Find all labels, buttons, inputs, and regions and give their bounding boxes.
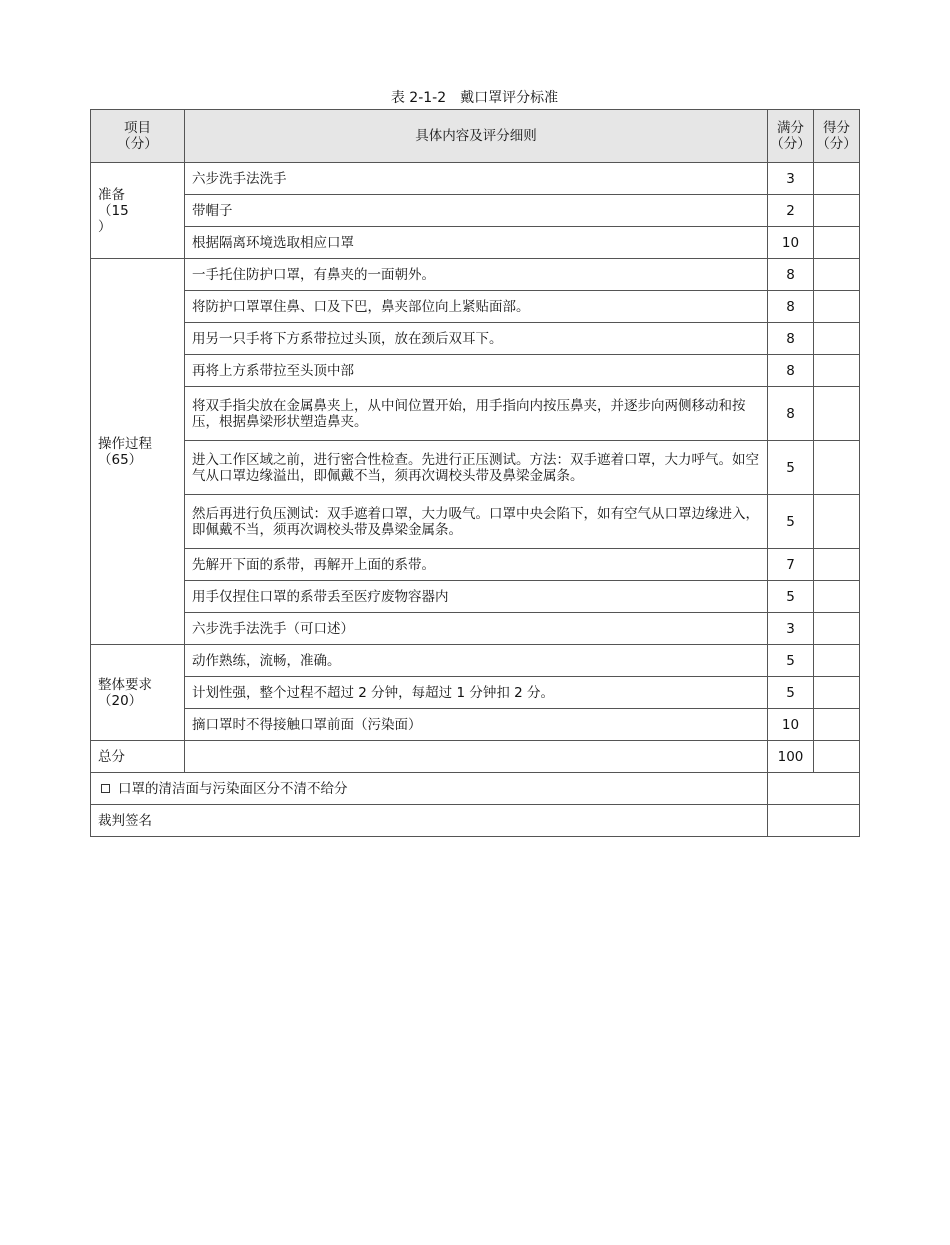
score-input-cell[interactable] xyxy=(814,581,860,613)
scoring-table xyxy=(90,109,860,837)
table-row xyxy=(91,355,860,387)
criterion-text: 动作熟练，流畅，准确。 xyxy=(185,645,768,677)
score-input-cell[interactable] xyxy=(814,227,860,259)
max-score: 2 xyxy=(768,195,814,227)
total-content-cell xyxy=(185,741,768,773)
max-score: 8 xyxy=(768,323,814,355)
table-row xyxy=(91,613,860,645)
section-name-preparation: 准备 （15 ） xyxy=(91,163,185,259)
score-input-cell[interactable] xyxy=(814,441,860,495)
table-row xyxy=(91,709,860,741)
score-input-cell[interactable] xyxy=(814,645,860,677)
criterion-text: 带帽子 xyxy=(185,195,768,227)
criterion-text: 将防护口罩罩住鼻、口及下巴，鼻夹部位向上紧贴面部。 xyxy=(185,291,768,323)
score-input-cell[interactable] xyxy=(814,259,860,291)
score-input-cell[interactable] xyxy=(814,709,860,741)
note-score-cell[interactable] xyxy=(768,773,860,805)
table-row xyxy=(91,645,860,677)
max-score: 5 xyxy=(768,441,814,495)
max-score: 10 xyxy=(768,709,814,741)
max-score: 8 xyxy=(768,355,814,387)
criterion-text: 六步洗手法洗手（可口述） xyxy=(185,613,768,645)
score-input-cell[interactable] xyxy=(814,677,860,709)
table-row xyxy=(91,387,860,441)
max-score: 3 xyxy=(768,163,814,195)
score-input-cell[interactable] xyxy=(814,613,860,645)
score-input-cell[interactable] xyxy=(814,387,860,441)
total-score-input-cell[interactable] xyxy=(814,741,860,773)
total-max-score: 100 xyxy=(768,741,814,773)
header-content: 具体内容及评分细则 xyxy=(185,110,768,163)
header-max-score: 满分 （分） xyxy=(768,110,814,163)
max-score: 8 xyxy=(768,387,814,441)
criterion-text: 六步洗手法洗手 xyxy=(185,163,768,195)
total-label: 总分 xyxy=(91,741,185,773)
table-row xyxy=(91,677,860,709)
criterion-text: 进入工作区域之前，进行密合性检查。先进行正压测试。方法：双手遮着口罩，大力呼气。如空气从口罩边缘溢出，即佩戴不当，须再次调校头带及鼻梁金属条。 xyxy=(185,441,768,495)
criterion-text: 摘口罩时不得接触口罩前面（污染面） xyxy=(185,709,768,741)
criterion-text: 一手托住防护口罩，有鼻夹的一面朝外。 xyxy=(185,259,768,291)
table-row xyxy=(91,163,860,195)
criterion-text: 再将上方系带拉至头顶中部 xyxy=(185,355,768,387)
signature-field[interactable] xyxy=(768,805,860,837)
max-score: 5 xyxy=(768,581,814,613)
table-row xyxy=(91,323,860,355)
table-row xyxy=(91,549,860,581)
max-score: 3 xyxy=(768,613,814,645)
max-score: 10 xyxy=(768,227,814,259)
max-score: 5 xyxy=(768,495,814,549)
table-caption: 表 2-1-2 戴口罩评分标准 xyxy=(390,90,559,106)
criterion-text: 根据隔离环境选取相应口罩 xyxy=(185,227,768,259)
score-input-cell[interactable] xyxy=(814,323,860,355)
max-score: 8 xyxy=(768,259,814,291)
criterion-text: 然后再进行负压测试：双手遮着口罩，大力吸气。口罩中央会陷下，如有空气从口罩边缘进入，即佩戴不当，须再次调校头带及鼻梁金属条。 xyxy=(185,495,768,549)
header-row xyxy=(91,110,860,163)
table-row xyxy=(91,227,860,259)
header-category: 项目 （分） xyxy=(91,110,185,163)
score-input-cell[interactable] xyxy=(814,195,860,227)
criterion-text: 用另一只手将下方系带拉过头顶，放在颈后双耳下。 xyxy=(185,323,768,355)
score-input-cell[interactable] xyxy=(814,355,860,387)
table-row xyxy=(91,441,860,495)
criterion-text: 计划性强，整个过程不超过 2 分钟，每超过 1 分钟扣 2 分。 xyxy=(185,677,768,709)
score-input-cell[interactable] xyxy=(814,163,860,195)
table-row xyxy=(91,195,860,227)
max-score: 5 xyxy=(768,677,814,709)
header-obtained-score: 得分 （分） xyxy=(814,110,860,163)
table-row xyxy=(91,495,860,549)
table-row xyxy=(91,291,860,323)
criterion-text: 将双手指尖放在金属鼻夹上，从中间位置开始，用手指向内按压鼻夹，并逐步向两侧移动和按压，根据鼻梁形状塑造鼻夹。 xyxy=(185,387,768,441)
max-score: 8 xyxy=(768,291,814,323)
section-name-operation: 操作过程 （65） xyxy=(91,259,185,645)
checkbox-icon[interactable] xyxy=(101,784,110,793)
note-row xyxy=(91,773,860,805)
max-score: 7 xyxy=(768,549,814,581)
note-text: 口罩的清洁面与污染面区分不清不给分 xyxy=(118,780,348,797)
criterion-text: 用手仅捏住口罩的系带丢至医疗废物容器内 xyxy=(185,581,768,613)
note-cell xyxy=(91,773,768,805)
criterion-text: 先解开下面的系带，再解开上面的系带。 xyxy=(185,549,768,581)
total-row xyxy=(91,741,860,773)
signature-label: 裁判签名 xyxy=(91,805,768,837)
signature-row xyxy=(91,805,860,837)
section-name-overall: 整体要求 （20） xyxy=(91,645,185,741)
table-row xyxy=(91,259,860,291)
score-input-cell[interactable] xyxy=(814,291,860,323)
score-input-cell[interactable] xyxy=(814,495,860,549)
max-score: 5 xyxy=(768,645,814,677)
table-row xyxy=(91,581,860,613)
score-input-cell[interactable] xyxy=(814,549,860,581)
